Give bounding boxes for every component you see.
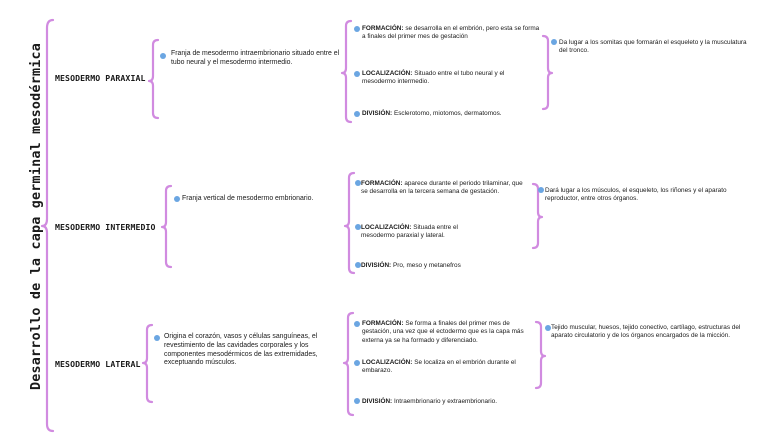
lateral-detail-brace	[344, 313, 353, 415]
lateral-formacion: FORMACIÓN: Se forma a finales del primer mes de gestación, una vez que el ectodermo que es la capa más externa ya se ha formado y diferenciado.	[362, 320, 524, 344]
paraxial-description: Franja de mesodermo intraembrionario situado entre el tubo neural y el mesodermo intermedio.	[171, 50, 340, 66]
paraxial-result: Da lugar a los somitas que formarán el esqueleto y la musculatura del tronco.	[559, 39, 747, 55]
bullet-icon	[354, 111, 360, 117]
bullet-icon	[354, 321, 360, 327]
bullet-icon	[174, 196, 180, 202]
bullet-icon	[354, 398, 360, 404]
branch-label-intermedio: MESODERMO INTERMEDIO	[55, 222, 156, 232]
branch-label-lateral: MESODERMO LATERAL	[55, 359, 141, 369]
branch-label-paraxial: MESODERMO PARAXIAL	[55, 73, 146, 83]
bullet-icon	[354, 26, 360, 32]
lateral-result-brace	[536, 322, 545, 388]
lateral-result: Tejido muscular, huesos, tejido conectivo, cartílago, estructuras del aparato circulatorio y de los órganos encargados de la micción.	[551, 324, 741, 340]
intermedio-detail-brace	[345, 173, 354, 273]
lateral-localizacion: LOCALIZACIÓN: Se localiza en el embrión durante el embarazo.	[362, 359, 516, 375]
intermedio-result-brace	[533, 184, 542, 248]
bullet-icon	[551, 39, 557, 45]
paraxial-detail-brace	[342, 21, 351, 122]
paraxial-brace	[149, 40, 158, 118]
bullet-icon	[354, 360, 360, 366]
intermedio-localizacion: LOCALIZACIÓN: Situada entre el mesodermo paraxial y lateral.	[361, 224, 458, 240]
intermedio-description: Franja vertical de mesodermo embrionario.	[182, 195, 314, 202]
paraxial-formacion: FORMACIÓN: se desarrolla en el embrión, pero esta se forma a finales del primer mes de gestación	[362, 25, 540, 41]
intermedio-formacion: FORMACIÓN: aparece durante el periodo trilaminar, que se desarrolla en la tercera semana de gestación.	[361, 180, 523, 196]
bullet-icon	[538, 187, 544, 193]
bullet-icon	[154, 335, 160, 341]
lateral-brace	[143, 325, 152, 402]
lateral-division: DIVISIÓN: Intraembrionario y extraembrionario.	[362, 398, 497, 405]
paraxial-localizacion: LOCALIZACIÓN: Situado entre el tubo neural y el mesodermo intermedio.	[362, 70, 505, 86]
intermedio-brace	[162, 186, 171, 267]
page-title: Desarrollo de la capa germinal mesodérmica	[29, 43, 44, 390]
intermedio-result: Dará lugar a los músculos, el esqueleto, los riñones y el aparato reproductor, entre otros órganos.	[545, 187, 727, 203]
bullet-icon	[160, 53, 166, 59]
bullet-icon	[354, 71, 360, 77]
intermedio-division: DIVISIÓN: Pro, meso y metanefros	[361, 262, 461, 269]
lateral-description: Origina el corazón, vasos y células sanguíneas, el revestimiento de las cavidades corporales y los componentes mesodérmicos de las extremidades, exceptuando músculos.	[164, 333, 318, 367]
paraxial-division: DIVISIÓN: Esclerotomo, miotomos, dermatomos.	[362, 110, 502, 117]
paraxial-result-brace	[543, 36, 552, 109]
